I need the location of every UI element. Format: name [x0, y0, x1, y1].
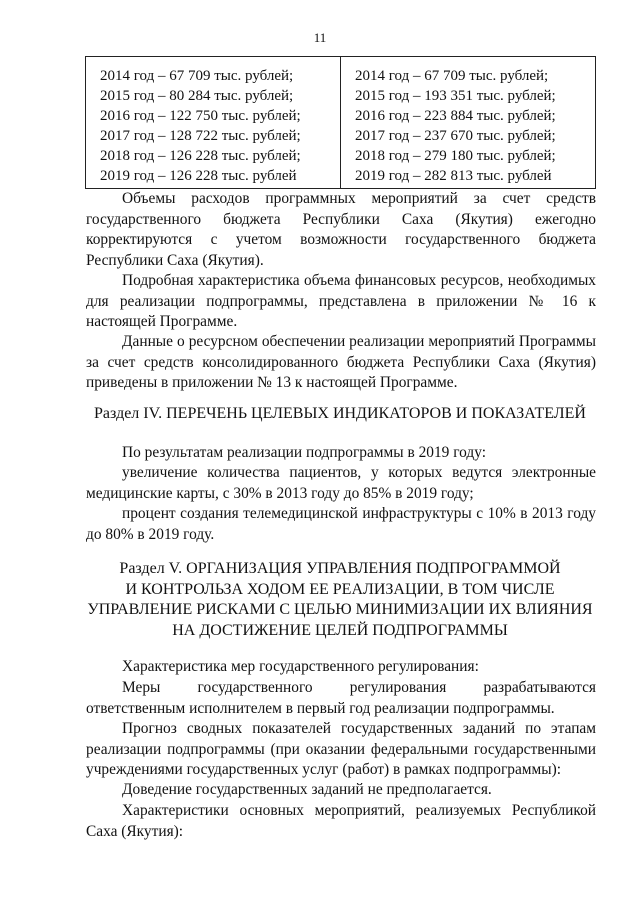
paragraph: Меры государственного регулирования разрабатываются ответственным исполнителем в первый год реализации подпрограммы. [86, 679, 596, 717]
table-line: 2016 год – 122 750 тыс. рублей; [100, 108, 301, 124]
table-row [86, 57, 596, 189]
table-line: 2018 год – 279 180 тыс. рублей; [355, 148, 556, 164]
paragraph: Характеристики основных мероприятий, реализуемых Республикой Саха (Якутия): [86, 802, 596, 840]
paragraph: Объемы расходов программных мероприятий за счет средств государственного бюджета Республики Саха (Якутия) ежегодно корректируются с учетом возможности государственного бюджета Республики Саха (Якутия). [86, 190, 596, 269]
paragraph: По результатам реализации подпрограммы в 2019 году: [122, 444, 486, 461]
heading-line: И КОНТРОЛЬЗА ХОДОМ ЕЕ РЕАЛИЗАЦИИ, В ТОМ ЧИСЛЕ [125, 580, 555, 598]
heading-line: УПРАВЛЕНИЕ РИСКАМИ С ЦЕЛЬЮ МИНИМИЗАЦИИ ИХ ВЛИЯНИЯ [87, 601, 593, 618]
paragraph: Подробная характеристика объема финансовых ресурсов, необходимых для реализации подпрограммы, представлена в приложении № 16 к настоящей Программе. [86, 272, 596, 330]
paragraph: процент создания телемедицинской инфраструктуры с 10% в 2013 году до 80% в 2019 году. [86, 505, 596, 543]
paragraph: Прогноз сводных показателей государственных заданий по этапам реализации подпрограммы (при оказании федеральными государственными учреждениями государственных услуг (работ) в рамках подпрограммы): [86, 720, 596, 778]
table-line: 2015 год – 193 351 тыс. рублей; [355, 88, 556, 104]
table-line: 2017 год – 128 722 тыс. рублей; [100, 128, 301, 144]
paragraph: Данные о ресурсном обеспечении реализации мероприятий Программы за счет средств консолидированного бюджета Республики Саха (Якутия) приведены в приложении № 13 к настоящей Программе. [86, 333, 596, 391]
section-heading: Раздел IV. ПЕРЕЧЕНЬ ЦЕЛЕВЫХ ИНДИКАТОРОВ И ПОКАЗАТЕЛЕЙ [94, 405, 586, 422]
table-line: 2015 год – 80 284 тыс. рублей; [100, 88, 294, 104]
heading-line: Раздел V. ОРГАНИЗАЦИЯ УПРАВЛЕНИЯ ПОДПРОГРАММОЙ [119, 560, 561, 577]
table-line: 2019 год – 126 228 тыс. рублей [100, 168, 297, 184]
table-cell-right [341, 57, 596, 189]
table-line: 2016 год – 223 884 тыс. рублей; [355, 108, 556, 124]
table-line: 2019 год – 282 813 тыс. рублей [355, 168, 552, 184]
page-number: 11 [313, 30, 327, 45]
paragraph: Доведение государственных заданий не предполагается. [122, 781, 492, 798]
table-line: 2017 год – 237 670 тыс. рублей; [355, 128, 556, 144]
table-line: 2014 год – 67 709 тыс. рублей; [355, 68, 549, 84]
table-line: 2014 год – 67 709 тыс. рублей; [100, 68, 294, 84]
heading-line: НА ДОСТИЖЕНИЕ ЦЕЛЕЙ ПОДПРОГРАММЫ [172, 621, 508, 639]
table-cell-left [86, 57, 341, 189]
section-heading [70, 559, 610, 641]
paragraph: увеличение количества пациентов, у которых ведутся электронные медицинские карты, с 30% в 2013 году до 85% в 2019 году; [86, 464, 596, 502]
funding-table [85, 56, 596, 189]
table-line: 2018 год – 126 228 тыс. рублей; [100, 148, 301, 164]
paragraph: Характеристика мер государственного регулирования: [122, 658, 479, 675]
